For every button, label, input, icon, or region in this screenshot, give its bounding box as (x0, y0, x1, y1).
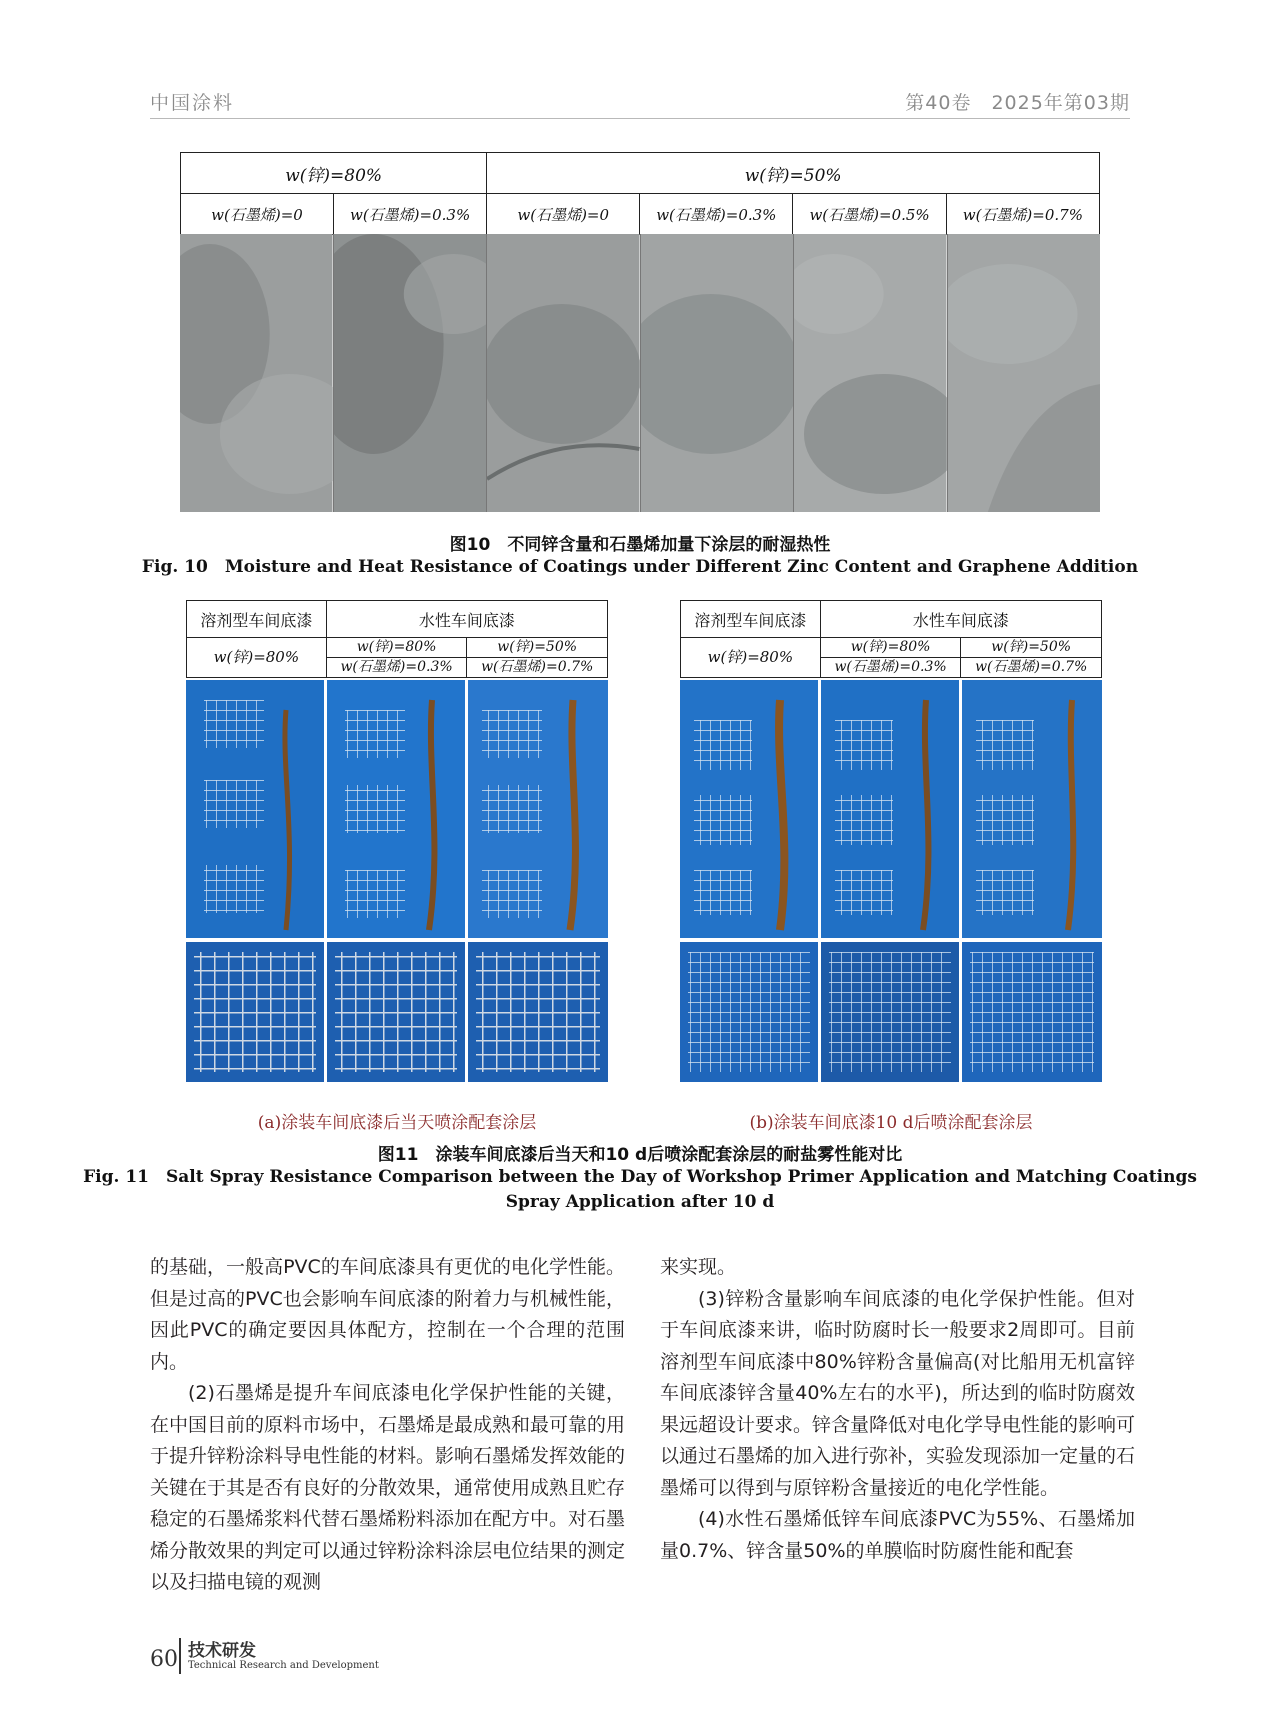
fig11a-solvent-header: 溶剂型车间底漆 (187, 601, 327, 638)
fig11a-panel-photo (186, 680, 324, 938)
fig10-col-header: w(石墨烯)=0.3% (333, 194, 486, 235)
fig11a-z80g: w(锌)=80% (326, 638, 467, 658)
fig10-panel-photo (794, 234, 948, 512)
fig11-caption-en-line1: Fig. 11 Salt Spray Resistance Comparison between the Day of Workshop Primer Application and Matching Coatings (83, 1167, 1197, 1187)
fig11b-g07: w(石墨烯)=0.7% (961, 658, 1102, 678)
header-rule (150, 118, 1130, 119)
fig10-panel-photo (487, 234, 641, 512)
fig11a-closeup-photo (468, 942, 608, 1082)
fig11a-table (186, 600, 608, 678)
fig11b-closeup-photo (821, 942, 959, 1082)
fig10-caption-cn: 图10 不同锌含量和石墨烯加量下涂层的耐湿热性 (449, 535, 831, 555)
fig11a-closeup-photo (327, 942, 465, 1082)
paragraph: (4)水性石墨烯低锌车间底漆PVC为55%、石墨烯加量0.7%、锌含量50%的单膜临时防腐性能和配套 (660, 1508, 1135, 1562)
fig11a-z50: w(锌)=50% (467, 638, 608, 658)
section-name-en: Technical Research and Development (188, 1660, 379, 1671)
fig10-panel-photo (948, 234, 1101, 512)
section-name-cn: 技术研发 (188, 1641, 256, 1661)
body-column-right (660, 1252, 1135, 1567)
issue-info: 第40卷 2025年第03期 (905, 92, 1130, 114)
fig10-col-header: w(石墨烯)=0 (181, 194, 334, 235)
fig11b-z50: w(锌)=50% (961, 638, 1102, 658)
fig11b-z80g: w(锌)=80% (820, 638, 961, 658)
paragraph: 来实现。 (660, 1256, 737, 1278)
fig10-table (180, 152, 1100, 235)
footer-divider (179, 1638, 181, 1674)
fig10-zinc50-header: w(锌)=50% (487, 153, 1100, 194)
fig11b-panel-photo (821, 680, 959, 938)
body-column-left (150, 1252, 625, 1599)
fig10-col-header: w(石墨烯)=0 (487, 194, 640, 235)
fig11a-g07: w(石墨烯)=0.7% (467, 658, 608, 678)
fig11b-table (680, 600, 1102, 678)
page-number: 60 (150, 1647, 178, 1672)
fig10-zinc80-header: w(锌)=80% (181, 153, 487, 194)
fig11a-panel-photo (468, 680, 608, 938)
fig11-subcaption-b: (b)涂装车间底漆10 d后喷涂配套涂层 (749, 1113, 1033, 1133)
fig11b-g03: w(石墨烯)=0.3% (820, 658, 961, 678)
fig11-caption-cn: 图11 涂装车间底漆后当天和10 d后喷涂配套涂层的耐盐雾性能对比 (377, 1145, 903, 1165)
fig11b-closeup-photo (680, 942, 818, 1082)
paragraph: 的基础，一般高PVC的车间底漆具有更优的电化学性能。但是过高的PVC也会影响车间底漆的附着力与机械性能，因此PVC的确定要因具体配方，控制在一个合理的范围内。 (150, 1256, 625, 1373)
fig10-photos (180, 234, 1100, 512)
journal-name: 中国涂料 (150, 92, 235, 114)
fig11b-water-header: 水性车间底漆 (820, 601, 1101, 638)
fig11-subcaption-a: (a)涂装车间底漆后当天喷涂配套涂层 (257, 1113, 537, 1133)
fig11b-z80: w(锌)=80% (681, 638, 821, 678)
paragraph: (2)石墨烯是提升车间底漆电化学保护性能的关键，在中国目前的原料市场中，石墨烯是最成熟和最可靠的用于提升锌粉涂料导电性能的材料。影响石墨烯发挥效能的关键在于其是否有良好的分散效果，通常使用成熟且贮存稳定的石墨烯浆料代替石墨烯粉料添加在配方中。对石墨烯分散效果的判定可以通过锌粉涂料涂层电位结果的测定以及扫描电镜的观测 (150, 1382, 626, 1593)
fig10-panel-photo (334, 234, 488, 512)
paragraph: (3)锌粉含量影响车间底漆的电化学保护性能。但对于车间底漆来讲，临时防腐时长一般要求2周即可。目前溶剂型车间底漆中80%锌粉含量偏高(对比船用无机富锌车间底漆锌含量40%左右的水平)，所达到的临时防腐效果远超设计要求。锌含量降低对电化学导电性能的影响可以通过石墨烯的加入进行弥补，实验发现添加一定量的石墨烯可以得到与原锌粉含量接近的电化学性能。 (660, 1287, 1136, 1499)
fig10-col-header: w(石墨烯)=0.7% (946, 194, 1099, 235)
fig11a-g03: w(石墨烯)=0.3% (326, 658, 467, 678)
fig11b-panel-photo (962, 680, 1102, 938)
fig10-panel-photo (641, 234, 795, 512)
fig10-col-header: w(石墨烯)=0.3% (640, 194, 793, 235)
fig11a-z80: w(锌)=80% (187, 638, 327, 678)
fig10-panel-photo (180, 234, 334, 512)
fig11b-solvent-header: 溶剂型车间底漆 (681, 601, 821, 638)
fig10-caption-en: Fig. 10 Moisture and Heat Resistance of Coatings under Different Zinc Content and Graphene Addition (141, 557, 1139, 577)
fig11-caption-en-line2: Spray Application after 10 d (505, 1192, 775, 1212)
fig11b-panel-photo (680, 680, 818, 938)
fig11a-water-header: 水性车间底漆 (326, 601, 607, 638)
fig11a-panel-photo (327, 680, 465, 938)
fig11a-closeup-photo (186, 942, 324, 1082)
fig11b-closeup-photo (962, 942, 1102, 1082)
fig10-col-header: w(石墨烯)=0.5% (793, 194, 946, 235)
